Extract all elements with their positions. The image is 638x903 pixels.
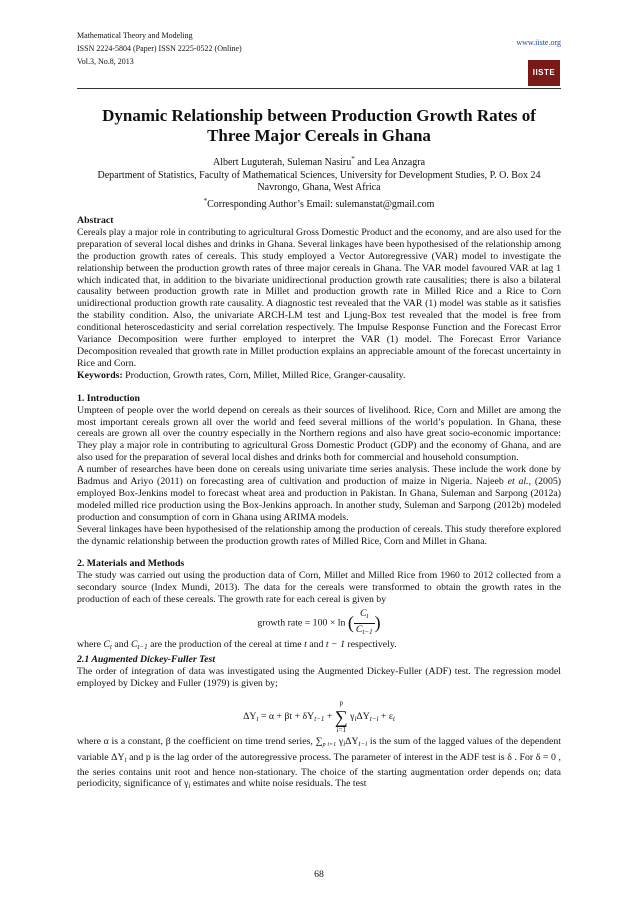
methods-heading: 2. Materials and Methods <box>77 558 185 570</box>
title-line-1: Dynamic Relationship between Production Growth Rates of <box>102 106 536 125</box>
author-names: Albert Luguterah, Suleman Nasiru* and Lea Anzagra <box>212 155 426 168</box>
affiliation-line-1: Department of Statistics, Faculty of Mathematical Sciences, University for Development Studies, P. O. Box 24 <box>97 169 541 181</box>
methods-paragraph-2: The order of integration of data was investigated using the Augmented Dickey-Fuller (ADF) test. The regression model employed by Dickey and Fuller (1979) is given by; <box>77 665 561 689</box>
keywords: Keywords: Production, Growth rates, Corn, Millet, Milled Rice, Granger-causality. <box>77 369 406 381</box>
header-rule <box>77 88 561 89</box>
iiste-logo: IISTE <box>528 60 560 86</box>
abstract-text: Cereals play a major role in contributing to agricultural Gross Domestic Product and the economy, and are also used for the preparation of several local dishes and drinks in Ghana. Several linkages have been hypothesised of the relationship among the production growth rates of cereals. This study employed a Vector Autoregressive (VAR) model to investigate the relationship between the production growth rates of three major cereals in Ghana. The VAR model favoured VAR at lag 1 which indicated that, in addition to the bivariate unidirectional production growth rate causalities; there is also a bilateral causality between production growth rate in Millet and production growth rate in Milled Rice and a Rice to Corn unidirectional production growth rate causality. A diagnostic test revealed that the VAR (1) model was stable as it satisfies the stability condition. Also, the univariate ARCH-LM test and Ljung-Box test revealed that the model is free from conditional heteroscedasticity and serial correlation respectively. The Impulse Response Function and the Forecast Error Variance Decomposition were further employed to interpret the VAR (1) model. The Forecast Error Variance Decomposition revealed that growth rate in Millet production explains an appreciable amount of the forecast uncertainty in Rice and Corn. <box>77 226 561 369</box>
intro-paragraph-1: Umpteen of people over the world depend on cereals as their sources of livelihood. Rice, Corn and Millet are among the most important cereals grown all over the world and feed several millions of the world’s population. In Ghana, these cereals are grown all over the country especially in the Northern regions and also have great socio-economic importance: They play a major role in contributing to agricultural Gross Domestic Product (GDP) and the economy of Ghana, and are also used for the preparation of several local dishes and drinks both for commercial and household consumption. <box>77 404 561 464</box>
journal-name: Mathematical Theory and Modeling <box>77 31 193 40</box>
volume-line: Vol.3, No.8, 2013 <box>77 57 134 66</box>
page-number: 68 <box>314 869 324 880</box>
title-line-2: Three Major Cereals in Ghana <box>207 126 431 145</box>
methods-paragraph-3: where α is a constant, β the coefficient on time trend series, $\sum_{p i=1}$ $\gamma_i\Delta Y_{t-i}$ is the sum of the lagged values of the dependent variable $\Delta Y_t$ and p is the lag order of the autoregressive process. The parameter of interest in the ADF test is δ . For δ = 0 , the series contains unit root and hence non-stationary. The choice of the starting augmentation order depends on; data periodicity, significance of $\gamma_i$ estimates and white noise residuals. The test <box>77 735 562 791</box>
growth-rate-equation: growth rate = 100 × ln ( $\frac{C_t}{C_{t-1}}$ ) <box>257 608 381 636</box>
affiliation-line-2: Navrongo, Ghana, West Africa <box>257 182 381 193</box>
author-block <box>60 153 578 211</box>
abstract-heading: Abstract <box>77 215 114 226</box>
methods-paragraph-1: The study was carried out using the production data of Corn, Millet and Milled Rice from 1960 to 2012 collected from a secondary source (Index Mundi, 2013). The data for the cereals were transformed to obtain the growth rates in the production of each of these cereals. The growth rate for each cereal is given by <box>77 570 561 606</box>
corresponding-author: *Corresponding Author’s Email: sulemanstat@gmail.com <box>203 196 435 210</box>
intro-paragraph-2: A number of researches have been done on cereals using univariate time series analysis. These include the work done by Badmus and Ariyo (2011) on forecasting area of cultivation and production of maize in Nigeria. Najeeb et al., (2005) employed Box-Jenkins model to forecast wheat area and production in Pakistan. In Ghana, Suleman and Sarpong (2012a) modeled milled rice production using the Box-Jenkins approach. In another study, Suleman and Sarpong (2012b) modeled production and consumption of corn in Ghana using ARIMA models. <box>77 464 562 523</box>
intro-heading: 1. Introduction <box>77 392 140 404</box>
paper-title <box>77 106 561 146</box>
intro-paragraph-3: Several linkages have been hypothesised of the relationship among the production of cereals. This study therefore explored the dynamic relationship between the production growth rates of Milled Rice, Corn and Millet in Ghana. <box>77 523 561 547</box>
where-growth-rate: where $C_t$ and $C_{t-1}$ are the production of the cereal at time t and t − 1 respectively. <box>77 639 397 652</box>
adf-subheading: 2.1 Augmented Dickey-Fuller Test <box>77 654 216 665</box>
adf-equation: $\Delta Y_t = \alpha + \beta t + \delta Y_{t-1}$ + p ∑ i=1 $\gamma_i\Delta Y_{t-i} + \varepsilon_t$ <box>243 698 395 734</box>
issn-line: ISSN 2224-5804 (Paper) ISSN 2225-0522 (Online) <box>77 44 242 53</box>
paper-body <box>77 215 561 793</box>
journal-url[interactable]: www.iiste.org <box>516 38 561 47</box>
